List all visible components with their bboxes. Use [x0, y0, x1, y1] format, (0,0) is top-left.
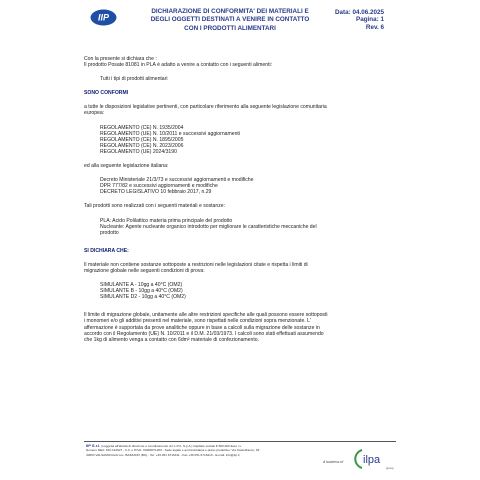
migration-line: Il limite di migrazione globale, unitamente alle altre restrizioni specifiche alle quali possono essere sottoposti [84, 312, 328, 319]
migration-line: accordo con il Regolamento (UE) N. 10/2011 e il D.M. 21/03/1973. I calcoli sono stati effettuati assumendo [84, 330, 324, 337]
footer-line: Numero REA: MO-124627 - C.F. e P.IVA: 03489071203 - Sede legale e amministrativa e piano produttivo: Via Castelfranco, 92 [86, 448, 260, 453]
foods-text: Tutti i tipi di prodotti alimentari [100, 76, 168, 83]
ilpa-wordmark: ilpa [363, 454, 381, 466]
document-meta [335, 9, 384, 31]
intro-line: Con la presente si dichiara che : [84, 56, 157, 62]
document-body [84, 56, 394, 343]
document-date: Data: 04.06.2025 [334, 9, 384, 16]
material-pla: PLA: Acido Polilattico materia prima principale del prodotto [100, 217, 233, 224]
business-of-label: A business of [323, 460, 344, 464]
conformi-paragraph [84, 104, 394, 116]
dichiara-line: Il materiale non contiene sostanze sottoposte a restrizioni nelle legislazioni citate e rispetta i limiti di [84, 261, 308, 268]
conformi-line: a tutte le disposizioni legislative pertinenti, con particolare riferimento alla seguente legislazione comunitaria [84, 104, 327, 111]
footer-divider [84, 441, 396, 442]
title-line: DICHIARAZIONE DI CONFORMITA' DEI MATERIALI E [151, 8, 309, 15]
footer-brand: IIP S.r.l. [86, 443, 101, 448]
regulation-item: REGOLAMENTO (UE) N. 10/2011 e successivi aggiornamenti [100, 130, 240, 137]
migration-paragraph [84, 312, 394, 342]
regulation-item: REGOLAMENTO (CE) N. 2023/2006 [100, 142, 184, 149]
migration-line: affermazione è supportata da prove analitiche oppure in base a calcoli sulla migrazione delle sostanze in [84, 324, 320, 331]
italian-intro: ed alla seguente legislazione italiana: [84, 163, 169, 170]
revision-number: Rev. 6 [365, 23, 384, 31]
italian-law-list [84, 177, 394, 195]
intro-paragraph [84, 56, 394, 68]
material-nucleante: prodotto [100, 229, 119, 236]
italian-law-item: DECRETO LEGISLATIVO 10 febbraio 2017, n.29 [100, 189, 212, 196]
title-line: DEGLI OGGETTI DESTINATI A VENIRE IN CONTATTO [150, 16, 310, 24]
materials-intro: Tali prodotti sono realizzati con i seguenti materiali e sostanze: [84, 203, 226, 210]
page-number: Pagina: 1 [356, 16, 384, 24]
migration-line: che 1kg di alimento venga a contatto con 6dm² materiale di confezionamento. [84, 336, 259, 343]
section-heading-conformi: SONO CONFORMI [84, 90, 129, 97]
migration-line: i monomeri e/o gli additivi presenti nel materiale, sono rispettati nelle condizioni sopra menzionate. L' [84, 318, 311, 325]
title-line: CON I PRODOTTI ALIMENTARI [184, 24, 276, 32]
simulant-item: SIMULANTE B - 10gg a 40°C (OM2) [100, 288, 183, 295]
footer-line: (soggetta all'attività di direzione e coordinamento di I.L.P.A. S.p.A.) Capitale sociale € 500.000 Euro i.v. [101, 444, 242, 448]
regulation-item: REGOLAMENTO (CE) N. 1935/2004 [100, 124, 184, 131]
footer-line: 40053 VALSAMOGGIA Loc. BAZZANO (BO) - Tel. +39 051 6716411 - Fax +39 051 6716413 - E-mail: info@iip.it [86, 452, 240, 457]
regulation-item: REGOLAMENTO (CE) N. 1895/2005 [100, 136, 184, 143]
logo-text: IIP [97, 12, 110, 23]
intro-line: Il prodotto Posate 81081 in PLA è adatto a venire a contatto con i seguenti alimenti: [84, 62, 273, 69]
simulant-list [84, 282, 394, 300]
section-heading-dichiara: SI DICHIARA CHE: [84, 247, 129, 254]
ilpa-logo-icon [352, 448, 392, 470]
conformi-line: europea: [84, 110, 105, 117]
regulation-list [84, 125, 394, 155]
italian-law-item: Decreto Ministeriale 21/3/73 e successivi aggiornamenti e modifiche [100, 177, 254, 184]
material-nucleante: Nucleante: Agente nucleante organico introdotto per migliorare le caratteristiche meccaniche del [100, 223, 317, 230]
ilpa-group-label: group [386, 466, 394, 470]
italian-law-item: DPR 777/82 e successivi aggiornamenti e modifiche [100, 183, 218, 190]
dichiara-line: migrazione globale nelle seguenti condizioni di prova: [84, 267, 205, 274]
document-title [126, 8, 334, 33]
regulation-item: REGOLAMENTO (UE) 2024/3190 [100, 148, 177, 155]
company-footer [86, 444, 322, 457]
simulant-item: SIMULANTE D2 - 10gg a 40°C (OM2) [100, 294, 186, 301]
dichiara-paragraph [84, 262, 394, 274]
materials-list [84, 218, 394, 236]
simulant-item: SIMULANTE A - 10gg a 40°C (OM2) [100, 282, 183, 289]
iip-logo-icon [90, 9, 117, 26]
